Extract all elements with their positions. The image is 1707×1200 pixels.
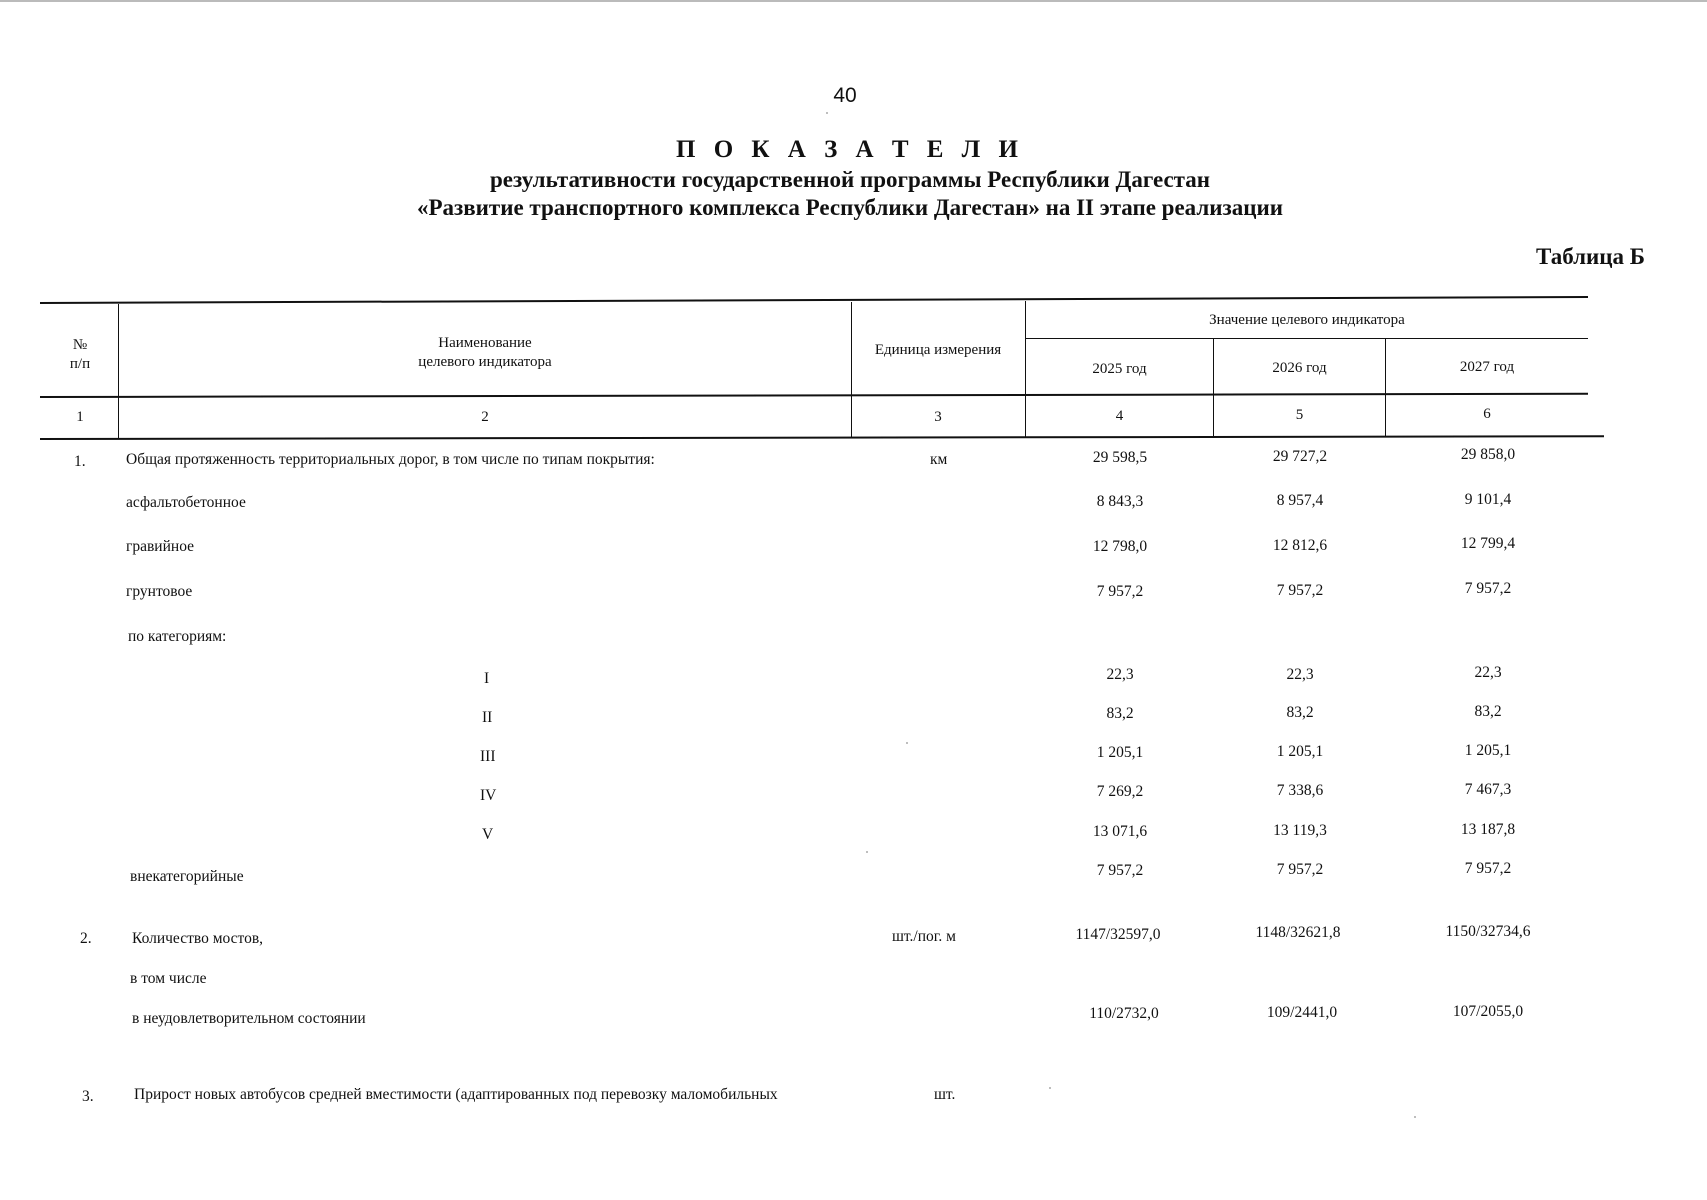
row-1-name: Общая протяженность территориальных дорог, в том числе по типам покрытия: bbox=[126, 451, 655, 468]
row-category-ii-value-2026: 83,2 bbox=[1286, 704, 1314, 721]
row-1-num: 1. bbox=[74, 453, 86, 470]
row-category-iii-value-2025: 1 205,1 bbox=[1096, 744, 1144, 761]
row-category-i-value-2027: 22,3 bbox=[1474, 664, 1502, 681]
document-subtitle-line-1: результативности государственной программы Республики Дагестан bbox=[489, 167, 1211, 192]
row-unsatisfactory-value-2027: 107/2055,0 bbox=[1452, 1003, 1524, 1020]
row-category-v-name: V bbox=[482, 826, 494, 843]
row-1-unit: км bbox=[930, 451, 948, 468]
row-ground-value-2025: 7 957,2 bbox=[1096, 583, 1144, 600]
document-subtitle-line-2: «Развитие транспортного комплекса Республики Дагестан» на II этапе реализации bbox=[416, 195, 1284, 220]
row-category-i-name: I bbox=[484, 670, 490, 687]
page-number: 40 bbox=[833, 84, 857, 107]
table-col-divider-1 bbox=[118, 304, 119, 438]
row-category-iii-name: III bbox=[480, 748, 496, 765]
scan-speck bbox=[826, 112, 828, 114]
header-indicator-name: Наименование целевого индикатора bbox=[418, 335, 552, 370]
table-column-number-top-line bbox=[40, 393, 1588, 398]
row-2-unit: шт./пог. м bbox=[892, 928, 956, 945]
table-label: Таблица Б bbox=[1535, 244, 1645, 269]
row-1-value-2025: 29 598,5 bbox=[1092, 449, 1148, 466]
row-gravel-name: гравийное bbox=[126, 538, 195, 555]
row-category-iv-value-2027: 7 467,3 bbox=[1464, 781, 1512, 798]
column-number-6: 6 bbox=[1483, 406, 1491, 422]
row-1-value-2026: 29 727,2 bbox=[1272, 448, 1328, 465]
row-including-name: в том числе bbox=[130, 970, 207, 987]
row-1-value-2027: 29 858,0 bbox=[1460, 446, 1516, 463]
column-number-3: 3 bbox=[934, 409, 942, 425]
row-asphalt-value-2025: 8 843,3 bbox=[1096, 493, 1144, 510]
row-category-iv-value-2026: 7 338,6 bbox=[1276, 782, 1324, 799]
scan-speck bbox=[1049, 1087, 1051, 1089]
row-asphalt-value-2027: 9 101,4 bbox=[1464, 491, 1512, 508]
header-year-2027: 2027 год bbox=[1459, 359, 1515, 375]
row-category-ii-value-2025: 83,2 bbox=[1106, 705, 1134, 722]
column-number-2: 2 bbox=[481, 409, 489, 425]
row-category-v-value-2027: 13 187,8 bbox=[1460, 821, 1516, 838]
row-2-name: Количество мостов, bbox=[132, 930, 264, 947]
row-by-categories-name: по категориям: bbox=[128, 628, 227, 645]
row-non-category-value-2026: 7 957,2 bbox=[1276, 861, 1324, 878]
table-year-header-line bbox=[1025, 338, 1588, 339]
row-non-category-value-2027: 7 957,2 bbox=[1464, 860, 1512, 877]
row-category-iv-name: IV bbox=[480, 787, 497, 804]
row-2-num: 2. bbox=[80, 930, 92, 947]
row-unsatisfactory-name: в неудовлетворительном состоянии bbox=[132, 1010, 366, 1027]
header-unit: Единица измерения bbox=[874, 342, 1002, 358]
row-2-value-2025: 1147/32597,0 bbox=[1075, 926, 1161, 943]
row-category-ii-value-2027: 83,2 bbox=[1474, 703, 1502, 720]
row-3-name: Прирост новых автобусов средней вместимости (адаптированных под перевозку маломобильных bbox=[134, 1086, 778, 1103]
row-category-i-value-2025: 22,3 bbox=[1106, 666, 1134, 683]
row-asphalt-value-2026: 8 957,4 bbox=[1276, 492, 1324, 509]
scan-edge-line bbox=[0, 0, 1707, 2]
row-gravel-value-2025: 12 798,0 bbox=[1092, 538, 1148, 555]
row-gravel-value-2026: 12 812,6 bbox=[1272, 537, 1328, 554]
row-non-category-name: внекатегорийные bbox=[130, 868, 244, 885]
table-top-border bbox=[40, 296, 1588, 304]
row-3-unit: шт. bbox=[934, 1086, 956, 1103]
row-unsatisfactory-value-2026: 109/2441,0 bbox=[1266, 1004, 1338, 1021]
header-num: № п/п bbox=[69, 337, 91, 372]
row-unsatisfactory-value-2025: 110/2732,0 bbox=[1089, 1005, 1159, 1022]
row-category-iii-value-2027: 1 205,1 bbox=[1464, 742, 1512, 759]
scan-speck bbox=[906, 742, 908, 744]
row-asphalt-name: асфальтобетонное bbox=[126, 494, 246, 511]
scan-speck bbox=[866, 851, 868, 853]
scan-speck bbox=[1414, 1116, 1416, 1118]
row-ground-value-2027: 7 957,2 bbox=[1464, 580, 1512, 597]
document-title: П О К А З А Т Е Л И bbox=[676, 136, 1024, 163]
row-category-v-value-2025: 13 071,6 bbox=[1092, 823, 1148, 840]
header-year-2025: 2025 год bbox=[1092, 361, 1147, 377]
row-3-num: 3. bbox=[82, 1088, 94, 1105]
column-number-1: 1 bbox=[76, 409, 84, 425]
header-target-value: Значение целевого индикатора bbox=[1209, 312, 1405, 328]
row-category-i-value-2026: 22,3 bbox=[1286, 666, 1314, 683]
row-category-iii-value-2026: 1 205,1 bbox=[1276, 743, 1324, 760]
row-2-value-2027: 1150/32734,6 bbox=[1445, 923, 1531, 940]
row-gravel-value-2027: 12 799,4 bbox=[1460, 535, 1516, 552]
row-ground-name: грунтовое bbox=[126, 583, 193, 600]
column-number-4: 4 bbox=[1115, 408, 1124, 424]
document-title-block bbox=[0, 134, 1700, 222]
row-category-v-value-2026: 13 119,3 bbox=[1273, 822, 1327, 839]
header-year-2026: 2026 год bbox=[1272, 360, 1327, 376]
table-header-bottom-line bbox=[40, 435, 1604, 440]
row-category-iv-value-2025: 7 269,2 bbox=[1096, 783, 1144, 800]
row-2-value-2026: 1148/32621,8 bbox=[1255, 924, 1341, 941]
column-number-5: 5 bbox=[1295, 407, 1304, 423]
row-category-ii-name: II bbox=[482, 709, 493, 726]
row-non-category-value-2025: 7 957,2 bbox=[1096, 862, 1144, 879]
row-ground-value-2026: 7 957,2 bbox=[1276, 582, 1324, 599]
